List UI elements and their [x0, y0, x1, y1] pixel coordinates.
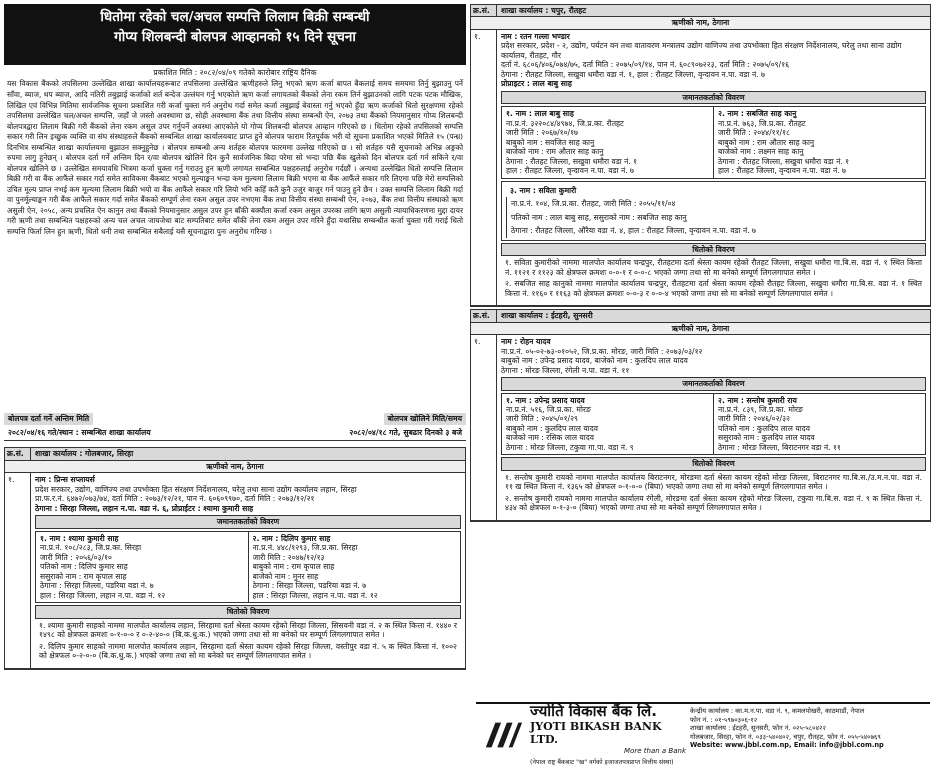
sn-label: क्र.सं.: [471, 5, 497, 16]
bid-opening-value: २०८२/०४/१८ गते, सुबढार दिनको ३ बजे: [349, 427, 462, 437]
collateral-item: २. सन्तोष कुमारी रायको नाममा मालपोत कार्यालय रंगेली, मोरङमा दर्ता श्रेस्ता कायम रहेको मोरङ जिल्ला, टकुवा गा.बि.स. वडा नं. ९ क स्थित कित्ता नं. ४३४ को क्षेत्रफल ०-१-३-० (बिघा) भएको जग्गा तथा सो मा बनेको सम्पूर्ण लिगलगापात समेत ।: [505, 493, 922, 513]
publication-date: प्रकाशित मिति : २०८२/०४/०९ गतेको कारोबार राष्ट्रिय दैनिक: [153, 68, 317, 77]
branch-header: [471, 5, 930, 17]
guarantor-detail: ठेगाना : सिरहा जिल्ला, पडरिया वडा नं. ७: [252, 581, 367, 591]
row-number: १.: [471, 30, 497, 305]
guarantor-detail: ना.प्र.नं. १०४, जि.प्र.का. रौतहट, जारी मिति : २०५५/११/०४: [506, 197, 921, 210]
guarantor-detail: बाबुको नाम : राम औतार साह कानु: [718, 137, 815, 147]
guarantor-detail: ठेगाना : रौतहट जिल्ला, सखुवा धमौरा वडा नं. १: [718, 156, 850, 166]
borrower-reg-authority: प्रदेश सरकार, प्रदेश - २, उद्योग, पर्यटन वन तथा वातावरण मन्त्रालय उद्योग वाणिज्य तथा उपभोक्ता हित संरक्षण निर्देशनालय, घरेलु तथा साना उद्योग कार्यालय, रौतहट, गौर: [501, 41, 902, 60]
guarantor-detail: ससुराको नाम : राम कृपाल साह: [40, 571, 127, 581]
sn-label: क्र.सं.: [471, 310, 497, 321]
borrower-name: नाम : रोहन यादव: [501, 337, 551, 347]
notice-body: यस विकास बैंकको तपसिलमा उल्लेखित शाखा कार्यालयहरूबाट तपसिलमा उल्लेखित ऋणीहरुले लिनु भएको ऋण कर्जा बापत बैकलाई समय समयमा तिर्नु बुझाउनु पर्ने साँवा, ब्याज, थप ब्याज, आदि नतिरी तबुझाई कर्जाको शर्त बन्देज उल्लंघन गर्नु भएकोले ऋण कर्जा लगायतको बैंकको लेना रकम तिर्न बुझाउनको लागि पटक पटक मौखिक, लिखित एवं विभिन्न मितिमा सार्वजनिक सूचना प्रकाशित गरी कर्जा चुक्ता गर्न अनुरोध गर्दा समेत कर्जा तबुझाई बेवास्ता गर्नु भएको हुँदा ऋण कर्जाको धितो सुरक्षणमा रहेको तपसिलमा उल्लेखित चल/अचल सम्पत्ति, जहाँ जे जस्तो अवस्थामा छ, सोही अवस्थामा बैंक तथा वित्तीय संस्था सम्बन्धी ऐन, २०७३ तथा बैंकको नियमानुसार गोप्य शिलबन्दी बोलपत्रद्वारा लिलाम बिक्री गरी बैंकको लेना रकम असुल उपर गर्नुपर्ने अवस्था आएकोले यो गोप्य शिलबन्दी बोलपत्र आव्हान गरिएको छ । धितोमा रहेको तपसिलको सम्पत्ति सकार गरी लिन इच्छुक व्यक्ति वा संघ संस्थाहरुले बैंकको सम्बन्धित शाखा कार्यालयबाट प्राप्त हुने बोलपत्र फाराम रितपूर्वक भरी यो सूचना प्रकाशित भएको मितिले १५ (पन्ध्र) दिनभित्र सम्बन्धित शाखा कार्यालयमा बुझाउन सक्नुहुनेछ । बोलपत्र सम्बन्धी अन्य शर्तहरु बोलपत्र फारममा उल्लेख गरिएको छ । सो शर्तहरु यसै सूचनाको अभिन्न अङ्गको रुपमा लागु हुनेछन् । बोलपत्र दर्ता गर्ने अन्तिम दिन र/वा बोलपत्र खोलिने दिन कुनै सार्वजनिक बिदा परेमा सो भन्दा पछि बैंक खुलेको दिन बोलपत्र दर्ता गर्न सकिने र/वा बोलपत्र खोलिने छ । उल्लेखित समयावधि भित्रमा कर्जा चुक्ता गर्नु गराउनु हुन ऋणी लगायत सम्बन्धित पक्षहरुलाई अनुरोध गर्दछौं । अन्यथा उल्लेखित धितो सम्पत्ति लिलाम बिक्री गरी वा बैंक आफैंले सकार गर्दा समेत साविकमा बैंकबाट भएको मुल्याङ्कन भन्दा कम मुल्यमा लिलाम बिक्री भएमा वा बैंक आफैंले सकार गरि लिएमा पछि मेरो सम्पत्तिको उचित मूल्य प्राप्त नभई कम मूल्यमा लिलाम बिक्री भयो वा बैंक आफैंले सकार गरि लियो भनि कहिँ कतै कुनै उजुर बाजुर गर्न पाउनु हुने छैन । उक्त सम्पत्ति लिलाम बिक्री गर्दा वा पुनर्मूल्याङ्कन गरी बैंक आफैले सकार गर्दा समेत बैंकको सम्पूर्ण लेना रकम असुल उपर नभएमा बैंक तथा वित्तीय संस्था सम्बन्धी ऐन, २०७३, बैंक तथा वित्तीय संस्थाको ऋण असुली ऐन, २०५८, अन्य प्रचलित ऐन कानुन तथा बैंकको नियमानुसार असुल उपर हुन बाँकी बक्यौता कर्जा रकम असुल उपरका लागि ऋण असुली न्यायाधिकरणमा मुद्दा दायर गरी ऋणी तथा सम्बन्धित पक्षहरुको अन्य चल अचल जायजेथा बाट सम्पतिबाट समेत बाँकी लेना रकम असुल उपर गरिने हुँदा यथासिघ्र सम्बन्धीत कर्जा चुक्ता गरी गराई धितो सम्पत्ति फिर्ता लिन हुन ऋणी, धितो धनी तथा सम्बन्धित सबैलाई यसै सूचनाद्वारा पुनः अनुरोध गरिन्छ ।: [7, 79, 463, 236]
deadline-labels: [4, 413, 466, 424]
branch-name: शाखा कार्यालय : चपुर, रौतहट: [501, 6, 587, 15]
collateral-list: [35, 619, 461, 666]
bank-name-nepali: ज्योति विकास बैंक लि.: [530, 702, 657, 721]
branch-header: [471, 310, 930, 322]
borrower-row: [5, 473, 465, 668]
contact-line: गोलबजार, सिरहा, फोन नं. ०३३-५४०४०२, चपुर, रौतहट, फोन नं. ०५५-५४०७६९: [690, 732, 881, 741]
contact-line: केन्द्रीय कार्यालय : का.म.न.पा. वडा नं. ९, कमलपोखरी, काठमाडौं, नेपाल: [690, 707, 865, 715]
guarantor-detail: ससुराको नाम : कुलदिप लाल यादव: [718, 433, 815, 443]
collateral-item: १. श्यामा कुमारी साहको नाममा मालपोत कार्यालय लहान, सिरहामा दर्ता श्रेस्ता कायम रहेको सिरहा जिल्ला, सिसवनी वडा नं. २ क स्थित कित्ता नं. १४४० र १४९८ को क्षेत्रफल क्रमशः ०-१-०-० र ०-२-४०-० (बि.क.धु.क.) भएको जग्गा तथा सो मा बनेको घर सम्पूर्ण लिगलगापात समेत ।: [39, 620, 457, 640]
guarantor-detail: जारी मिति : २०४६/०२/३२: [718, 414, 790, 424]
left-column: [4, 4, 466, 767]
guarantor-card: [248, 532, 461, 602]
guarantor-name: १. नाम : लाल बाबु साह: [506, 109, 574, 119]
borrower-proprietor: प्रोप्राइटर : लाल बाबु साह: [501, 79, 572, 89]
borrower-name: नाम : रतन गल्ला भण्डार: [501, 31, 570, 41]
guarantor-detail: बाजेको नाम : लक्ष्मन साह कानु: [718, 147, 804, 157]
borrower-heading: ऋणीको नाम, ठेगाना: [471, 323, 930, 335]
row-number: १.: [5, 473, 31, 667]
guarantor-detail: बाजेको नाम : रसिक लाल यादव: [506, 433, 595, 443]
guarantor-detail: बाजेको नाम : मुनर साह: [252, 571, 319, 581]
borrower-reg-numbers: दर्ता नं. ६८०६/४०६/०७४/७५, दर्ता मिति : २०७५/०९/१४, पान नं. ६०८९०७२२३, दर्ता मिति : २०७५/०९/१६: [501, 60, 790, 70]
collateral-heading: धितोको विवरण: [501, 457, 926, 470]
bank-name-english: JYOTI BIKASH BANK LTD.: [530, 719, 662, 747]
bid-registration-label: बोलपत्र दर्ता गर्ने अन्तिम मिति: [4, 413, 93, 424]
branch-chapur-section: [470, 4, 931, 307]
guarantor-detail: ठेगाना : रौतहट जिल्ला, सखुवा धमौरा वडा नं. १: [506, 156, 638, 166]
guarantor-detail: बाजेको नाम : राम औतार साह कानु: [506, 147, 604, 157]
guarantor-detail: ना.प्र.नं. ७६३, जि.प्र.का. रौतहट: [718, 118, 806, 128]
collateral-item: २. दिलिप कुमार साहको नाममा मालपोत कार्यालय लहान, सिरहामा दर्ता श्रेस्ता कायम रहेको सिरहा जिल्ला, वस्तीपुर वडा नं. ५ क स्थित कित्ता नं. १००२ को क्षेत्रफल ०-२-०-० (बि.क.धु.क.) भएको जग्गा तथा सो मा बनेको घर सम्पूर्ण लिगलगापात समेत ।: [39, 641, 457, 661]
guarantor-detail: जारी मिति : २०४४/११/१८: [718, 128, 790, 138]
guarantor-name: ३. नाम : सविता कुमारी: [510, 185, 577, 195]
bid-registration-value: २०८२/०४/१६ गते/स्थान : सम्बन्धित शाखा कार्यालय: [8, 427, 151, 437]
guarantor-detail: बाबुको नाम : सवजित साह कानु: [506, 137, 595, 147]
guarantor-name: १. नाम : उपेन्द्र प्रसाद यादव: [506, 395, 585, 405]
guarantor-detail: जारी मिति : २०४७/१२/१३: [252, 552, 325, 562]
bank-contact: [686, 704, 930, 766]
right-column: [470, 4, 931, 767]
branch-itahari-section: [470, 309, 931, 522]
bank-tagline: More than a Bank: [624, 747, 686, 756]
guarantor-detail: जारी मिति : २०६७/१०/१७: [506, 128, 578, 138]
branch-header: [5, 448, 465, 460]
contact-line: शाखा कार्यालय : ईटहरी, सुनसरी, फोन नं. ०२५-५८०४२२: [690, 724, 826, 733]
guarantor-detail: बाबुको नाम : राम कृपाल साह: [252, 562, 335, 572]
borrower-reg-authority: प्रदेश सरकार, उद्योग, वाणिज्य तथा उपभोक्ता हित संरक्षण निर्देशनालय, घरेलु तथा साना उद्योग कार्यालय लहान, सिरहा: [35, 484, 357, 494]
guarantor-detail: जारी मिति : २०४५/०१/२९: [506, 414, 578, 424]
row-number: १.: [471, 335, 497, 520]
guarantor-detail: ठेगाना : रौतहट जिल्ला, औरैया वडा नं. ४, हाल : रौतहट जिल्ला, वृन्दावन न.पा. वडा नं. ७: [506, 224, 921, 237]
guarantor-detail: पतिको नाम : कुलदिप लाल यादव: [718, 423, 810, 433]
guarantor-grid: [501, 393, 926, 456]
guarantor-detail: बाबुको नाम : कुलदिप लाल यादव: [506, 423, 598, 433]
guarantor-name: २. नाम : सबजित साह कानु: [718, 109, 797, 119]
guarantor-name: १. नाम : श्यामा कुमारी साह: [40, 533, 119, 543]
borrower-reg-numbers: प्रा.फ.र.नं. ६४७२/०७३/७४, दर्ता मिति : २०७३/१२/२१, पान नं. ६०६०९९७०, दर्ता मिति : २०७३/१२/२१: [35, 494, 315, 504]
guarantor-detail: हाल : रौतहट जिल्ला, वृन्दावन न.पा. वडा नं. ७: [718, 166, 846, 176]
guarantor-heading: जमानतकर्ताको विवरण: [35, 515, 461, 528]
guarantor-detail: ना.प्र.नं. ४४८/१२९३, जि.प्र.का. सिरहा: [252, 543, 358, 553]
guarantor-detail: ना.प्र.नं. १०८/२८३, जि.प्र.का. सिरहा: [40, 543, 142, 553]
guarantor-detail: पतिको नाम : दिलिप कुमार साह: [40, 562, 128, 572]
borrower-address: ठेगाना : सिरहा जिल्ला, लहान न.पा. वडा नं. ६, प्रोप्राईटर : श्यामा कुमारी साह: [35, 503, 254, 513]
branch-golbazar-section: [4, 447, 466, 669]
guarantor-detail: पतिको नाम : लाल बाबु साह, ससुराको नाम : सबजित साह कानु: [506, 211, 921, 224]
guarantor-detail: ठेगाना : सिरहा जिल्ला, पडरिया वडा नं. ७: [40, 581, 154, 591]
contact-line: फोन नं. : ०१-५९७०३०६-१२: [690, 715, 758, 724]
collateral-item: १. सन्तोष कुमारी रायको नाममा मालपोत कार्यालय बिराटनगर, मोरङमा दर्ता श्रेस्ता कायम रहेको मोरङ जिल्ला, बिराटनगर गा.बि.स./उ.म.न.पा. वडा नं. ११ ख स्थित कित्ता नं. १३६५ को क्षेत्रफल ०-१-०-० (बिघा) भएको जग्गा तथा सो मा बनेको सम्पूर्ण लिगलगापात समेत ।: [505, 472, 922, 492]
collateral-list: [501, 256, 926, 303]
collateral-heading: धितोको विवरण: [35, 605, 461, 618]
borrower-heading: ऋणीको नाम, ठेगाना: [471, 17, 930, 29]
branch-name: शाखा कार्यालय : ईटहरी, सुनसरी: [501, 311, 593, 321]
collateral-heading: धितोको विवरण: [501, 243, 926, 256]
bid-opening-label: बोलपत्र खोलिने मिति/समय: [384, 413, 466, 424]
guarantor-grid: [501, 106, 926, 178]
borrower-detail: बाबुको नाम : उपेन्द्र प्रसाद यादव, बाजेको नाम : कुलदिप लाल यादव: [501, 356, 688, 366]
guarantor-card-3: [501, 181, 926, 241]
guarantor-detail: हाल : सिरहा जिल्ला, लहान न.पा. वडा नं. १२: [40, 590, 166, 600]
borrower-row: [471, 30, 930, 306]
bank-license-note: (नेपाल राष्ट्र बैंकबाट "ख" वर्गको इजाजतपत्रप्राप्त वित्तीय संस्था): [530, 758, 674, 766]
borrower-detail: ना.प्र.नं. ०५-०२-७३-०१०५२, जि.प्र.का. मोरङ, जारी मिति : २०७३/०३/१२: [501, 346, 703, 356]
guarantor-detail: ना.प्र.नं. ५१६, जि.प्र.का. मोरङ: [506, 404, 591, 414]
sn-label: क्र.सं.: [5, 448, 31, 459]
title-line-2: गोप्य शिलबन्दी बोलपत्र आव्हानको १५ दिने सूचना: [114, 28, 356, 45]
collateral-list: [501, 471, 926, 518]
borrower-row: [471, 335, 930, 521]
borrower-address: ठेगाना : मोरङ जिल्ला, रंगेली न.पा. वडा नं. ११: [501, 365, 630, 375]
title-line-1: धितोमा रहेको चल/अचल सम्पत्ति लिलाम बिक्री सम्बन्धी: [100, 9, 370, 25]
bank-logo-area: [476, 704, 686, 766]
guarantor-card: [36, 532, 248, 602]
guarantor-detail: ना.प्र.नं. ३२२०८४/४९७४, जि.प्र.का. रौतहट: [506, 118, 624, 128]
guarantor-card: [502, 107, 713, 177]
guarantor-detail: ना.प्र.नं. ८३९, जि.प्र.का. मोरङ: [718, 404, 803, 414]
guarantor-detail: ठेगाना : मोरङ जिल्ला, बिराटनगर वडा नं. ११: [718, 442, 841, 452]
guarantor-card: [502, 394, 713, 455]
branch-name: शाखा कार्यालय : गोलबजार, सिरहा: [35, 449, 134, 459]
contact-web-email: Website: www.jbbl.com.np, Email: info@jbbl.com.np: [690, 741, 884, 750]
guarantor-name: २. नाम : सन्तोष कुमारी राय: [718, 395, 797, 405]
collateral-item: २. सबजित साह कानुको नाममा मालपोत कार्यालय चन्द्रपुर, रौतहटमा दर्ता श्रेस्ता कायम रहेको रौतहट जिल्ला, सखुवा धमौरा गा.बि.स. वडा नं. १ स्थित कित्ता नं. ११६० र ११६३ को क्षेत्रफल क्रमशः ०-०-३ र ०-०-४ भएको जग्गा तथा सो मा बनेको सम्पूर्ण लिगलगापात समेत ।: [505, 279, 922, 298]
bank-footer: [476, 702, 930, 766]
collateral-item: १. सविता कुमारीको नाममा मालपोत कार्यालय चन्द्रपुर, रौतहटमा दर्ता श्रेस्ता कायम रहेको रौतहट जिल्ला, सखुवा धमौरा गा.बि.स. वडा नं. १ स्थित कित्ता नं. ११२१ र ११२३ को क्षेत्रफल क्रमशः ०-०-१ र ०-०-८ भएको जग्गा तथा सो मा बनेको सम्पूर्ण लिगलगापात समेत ।: [505, 258, 922, 277]
guarantor-detail: हाल : रौतहट जिल्ला, वृन्दावन न.पा. वडा नं. ७: [506, 166, 634, 176]
guarantor-card: [713, 394, 925, 455]
guarantor-name: २. नाम : दिलिप कुमार साह: [252, 533, 331, 543]
borrower-heading: ऋणीको नाम, ठेगाना: [5, 461, 465, 473]
guarantor-heading: जमानतकर्ताको विवरण: [501, 91, 926, 104]
guarantor-heading: जमानतकर्ताको विवरण: [501, 377, 926, 390]
guarantor-detail: जारी मिति : २०५६/०३/१०: [40, 552, 112, 562]
borrower-address: ठेगाना : रौतहट जिल्ला, सखुवा धमौरा वडा नं. १, हाल : रौतहट जिल्ला, वृन्दावन न.पा. वडा नं. ७: [501, 69, 765, 79]
guarantor-detail: हाल : सिरहा जिल्ला, लहान न.पा. वडा नं. १२: [252, 590, 378, 600]
borrower-name: नाम : प्रिन्स सप्लायर्स: [35, 475, 95, 485]
bank-logo-icon: [482, 718, 524, 752]
deadline-values: [4, 425, 466, 441]
guarantor-grid: [35, 531, 461, 603]
notice-title: [4, 4, 466, 65]
guarantor-card: [713, 107, 925, 177]
guarantor-detail: ठेगाना : मोरङ जिल्ला, टकुवा गा.पा. वडा नं. ९: [506, 442, 634, 452]
